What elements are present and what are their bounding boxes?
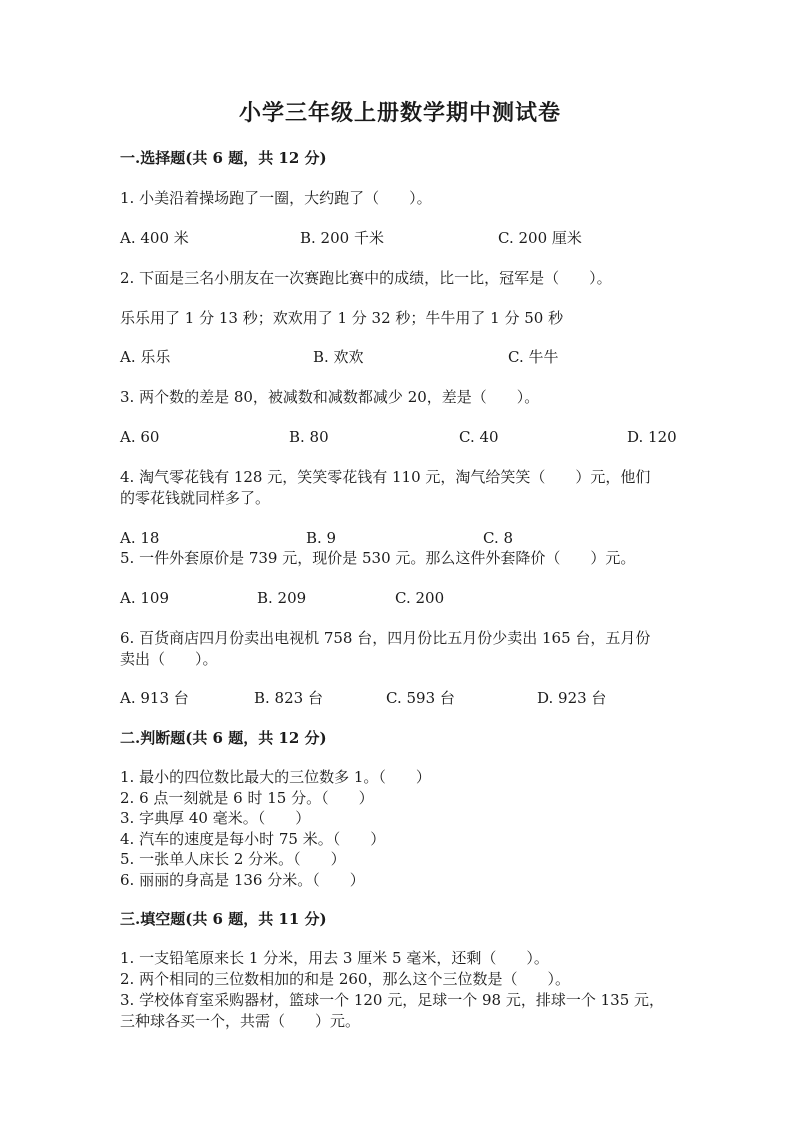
- q6-option-d: D. 923 台: [537, 689, 607, 707]
- fill-item-3-cont: 三种球各买一个，共需（ ）元。: [120, 1012, 361, 1030]
- q3-stem: 3. 两个数的差是 80，被减数和减数都减少 20，差是（ ）。: [120, 388, 540, 406]
- fill-item-1: 1. 一支铅笔原来长 1 分米，用去 3 厘米 5 毫米，还剩（ ）。: [120, 949, 549, 967]
- q4-option-a: A. 18: [120, 529, 160, 547]
- q1-stem: 1. 小美沿着操场跑了一圈，大约跑了（ ）。: [120, 189, 432, 207]
- q4-option-c: C. 8: [483, 529, 514, 547]
- fill-item-3: 3. 学校体育室采购器材，篮球一个 120 元，足球一个 98 元，排球一个 135 元，: [120, 991, 665, 1009]
- judgment-item-4: 4. 汽车的速度是每小时 75 米。（ ）: [120, 830, 386, 848]
- q3-option-c: C. 40: [459, 428, 499, 446]
- q3-option-b: B. 80: [289, 428, 329, 446]
- judgment-item-2: 2. 6 点一刻就是 6 时 15 分。（ ）: [120, 789, 374, 807]
- q2-stem-detail: 乐乐用了 1 分 13 秒；欢欢用了 1 分 32 秒；牛牛用了 1 分 50 秒: [120, 309, 564, 327]
- q6-stem-cont: 卖出（ ）。: [120, 650, 218, 668]
- q5-stem: 5. 一件外套原价是 739 元，现价是 530 元。那么这件外套降价（ ）元。: [120, 549, 636, 567]
- q2-option-a: A. 乐乐: [120, 348, 171, 366]
- judgment-item-3: 3. 字典厚 40 毫米。（ ）: [120, 809, 311, 827]
- q5-option-a: A. 109: [120, 589, 169, 607]
- q4-stem: 4. 淘气零花钱有 128 元，笑笑零花钱有 110 元，淘气给笑笑（ ）元，他们: [120, 468, 651, 486]
- q6-option-a: A. 913 台: [120, 689, 189, 707]
- q4-option-b: B. 9: [306, 529, 337, 547]
- q5-option-b: B. 209: [257, 589, 307, 607]
- q4-stem-cont: 的零花钱就同样多了。: [120, 489, 271, 507]
- q3-option-a: A. 60: [120, 428, 160, 446]
- q1-option-c: C. 200 厘米: [498, 229, 582, 247]
- q6-option-c: C. 593 台: [386, 689, 455, 707]
- q2-option-c: C. 牛牛: [508, 348, 559, 366]
- judgment-item-5: 5. 一张单人床长 2 分米。（ ）: [120, 850, 346, 868]
- section-heading-choice: 一.选择题(共 6 题，共 12 分): [120, 149, 327, 167]
- page-title: 小学三年级上册数学期中测试卷: [238, 100, 561, 126]
- judgment-item-6: 6. 丽丽的身高是 136 分米。（ ）: [120, 871, 365, 889]
- q6-stem: 6. 百货商店四月份卖出电视机 758 台，四月份比五月份少卖出 165 台，五月份: [120, 629, 651, 647]
- judgment-item-1: 1. 最小的四位数比最大的三位数多 1。（ ）: [120, 768, 431, 786]
- q1-option-b: B. 200 千米: [300, 229, 384, 247]
- section-heading-fill: 三.填空题(共 6 题，共 11 分): [120, 910, 327, 928]
- q1-option-a: A. 400 米: [120, 229, 189, 247]
- q2-stem: 2. 下面是三名小朋友在一次赛跑比赛中的成绩，比一比，冠军是（ ）。: [120, 269, 612, 287]
- q3-option-d: D. 120: [627, 428, 677, 446]
- q6-option-b: B. 823 台: [254, 689, 323, 707]
- q5-option-c: C. 200: [395, 589, 445, 607]
- section-heading-judgment: 二.判断题(共 6 题，共 12 分): [120, 729, 327, 747]
- q2-option-b: B. 欢欢: [313, 348, 364, 366]
- fill-item-2: 2. 两个相同的三位数相加的和是 260，那么这个三位数是（ ）。: [120, 970, 570, 988]
